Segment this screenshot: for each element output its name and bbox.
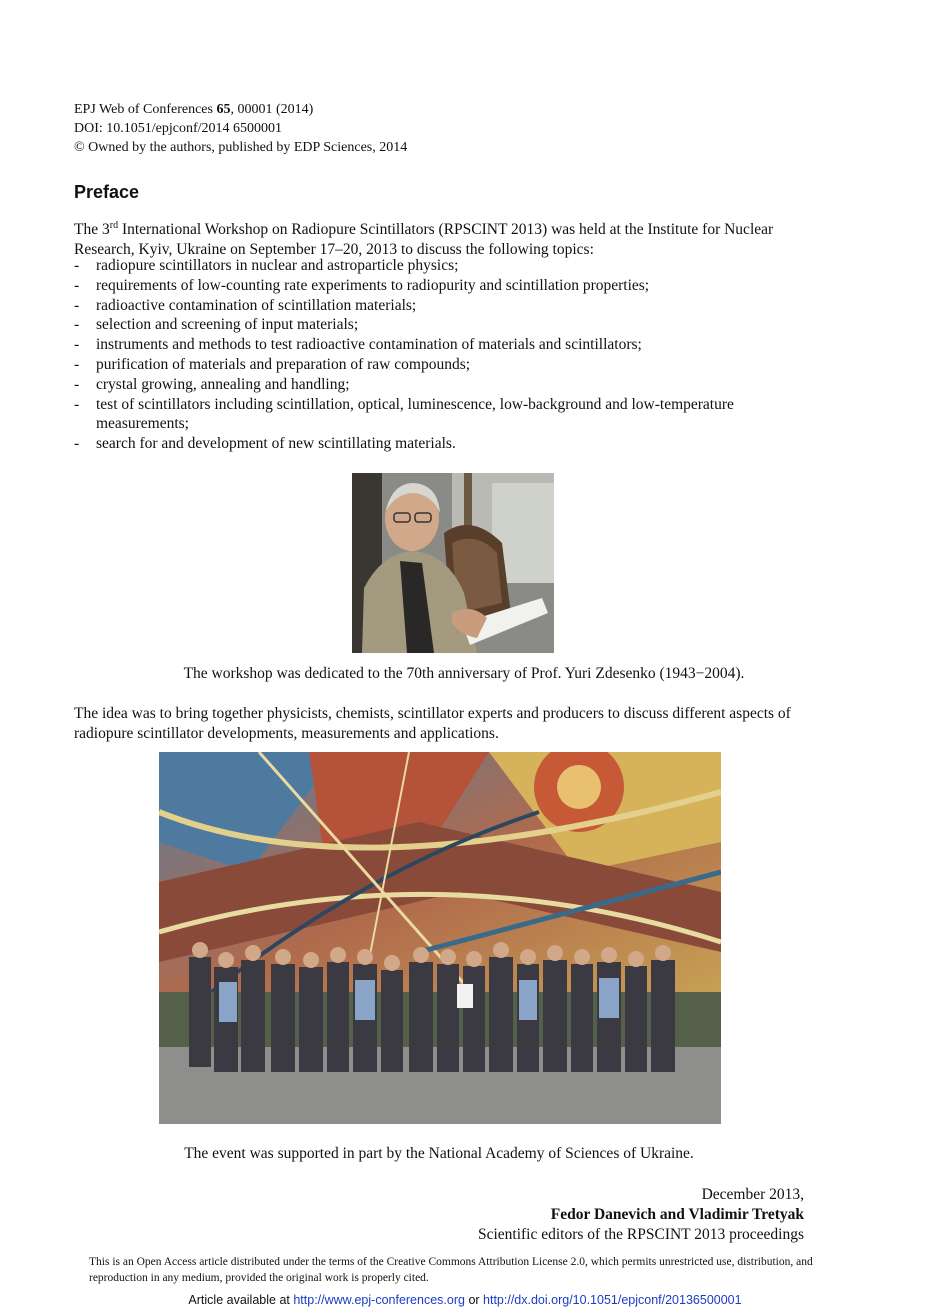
topic-text: search for and development of new scintillating materials. — [96, 435, 456, 453]
bullet-dash: - — [74, 336, 80, 354]
topic-text: selection and screening of input materials; — [96, 316, 359, 334]
availability-line: Article available at http://www.epj-conferences.org or http://dx.doi.org/10.1051/epjconf/20136500001 — [188, 1293, 742, 1307]
group-photo — [159, 752, 721, 1124]
journal-citation: EPJ Web of Conferences 65, 00001 (2014) — [74, 102, 314, 117]
portrait-photo — [352, 473, 554, 653]
license-note: This is an Open Access article distributed under the terms of the Creative Commons Attribution License 2.0, which permits unrestricted use, distribution, and reproduction in any medium, provided the original work is properly cited. — [89, 1256, 813, 1284]
bullet-dash: - — [74, 257, 80, 274]
topic-item — [74, 335, 814, 355]
bullet-dash: - — [74, 316, 80, 334]
topic-item — [74, 296, 814, 316]
topic-item — [74, 276, 814, 296]
bullet-dash: - — [74, 276, 80, 294]
topic-text: radiopure scintillators in nuclear and astroparticle physics; — [96, 257, 459, 274]
intro-paragraph: The 3rd International Workshop on Radiopure Scintillators (RPSCINT 2013) was held at the Institute for Nuclear Research, Kyiv, Ukraine on September 17–20, 2013 to discuss the following topics: — [74, 220, 774, 259]
topics-list — [74, 256, 814, 454]
topic-text: requirements of low-counting rate experiments to radiopurity and scintillation properties; — [96, 276, 650, 294]
topic-item — [74, 395, 814, 435]
epj-conferences-link[interactable]: http://www.epj-conferences.org — [293, 1293, 465, 1307]
volume-number: 65 — [216, 102, 231, 117]
bullet-dash: - — [74, 296, 80, 314]
editor-names: Fedor Danevich and Vladimir Tretyak — [550, 1206, 804, 1223]
topic-text: crystal growing, annealing and handling; — [96, 375, 350, 393]
signature-block — [478, 1185, 804, 1245]
topic-item — [74, 375, 814, 395]
copyright-line: © Owned by the authors, published by EDP Sciences, 2014 — [74, 140, 408, 155]
doi-link[interactable]: http://dx.doi.org/10.1051/epjconf/20136500001 — [483, 1293, 742, 1307]
idea-paragraph: The idea was to bring together physicists, chemists, scintillator experts and producers to discuss different aspects of radiopure scintillator developments, measurements and applications. — [74, 705, 791, 742]
bullet-dash: - — [74, 395, 80, 413]
topic-text: instruments and methods to test radioactive contamination of materials and scintillators; — [96, 336, 642, 354]
bullet-dash: - — [74, 375, 80, 393]
bullet-dash: - — [74, 355, 80, 373]
topic-item — [74, 315, 814, 335]
topic-item — [74, 355, 814, 375]
topic-text: test of scintillators including scintillation, optical, luminescence, low-background and low-temperature measurements; — [96, 395, 734, 433]
doi-line: DOI: 10.1051/epjconf/2014 6500001 — [74, 121, 283, 136]
page-title: Preface — [74, 182, 140, 202]
group-caption: The event was supported in part by the National Academy of Sciences of Ukraine. — [184, 1145, 694, 1162]
topic-item — [74, 256, 814, 276]
topic-item — [74, 434, 814, 454]
journal-header — [74, 100, 407, 157]
topic-text: radioactive contamination of scintillation materials; — [96, 296, 417, 314]
bullet-dash: - — [74, 435, 80, 453]
signature-date: December 2013, — [701, 1186, 804, 1203]
portrait-caption: The workshop was dedicated to the 70th anniversary of Prof. Yuri Zdesenko (1943−2004). — [183, 665, 745, 682]
editor-role: Scientific editors of the RPSCINT 2013 proceedings — [477, 1226, 804, 1243]
topic-text: purification of materials and preparation of raw compounds; — [96, 355, 471, 373]
